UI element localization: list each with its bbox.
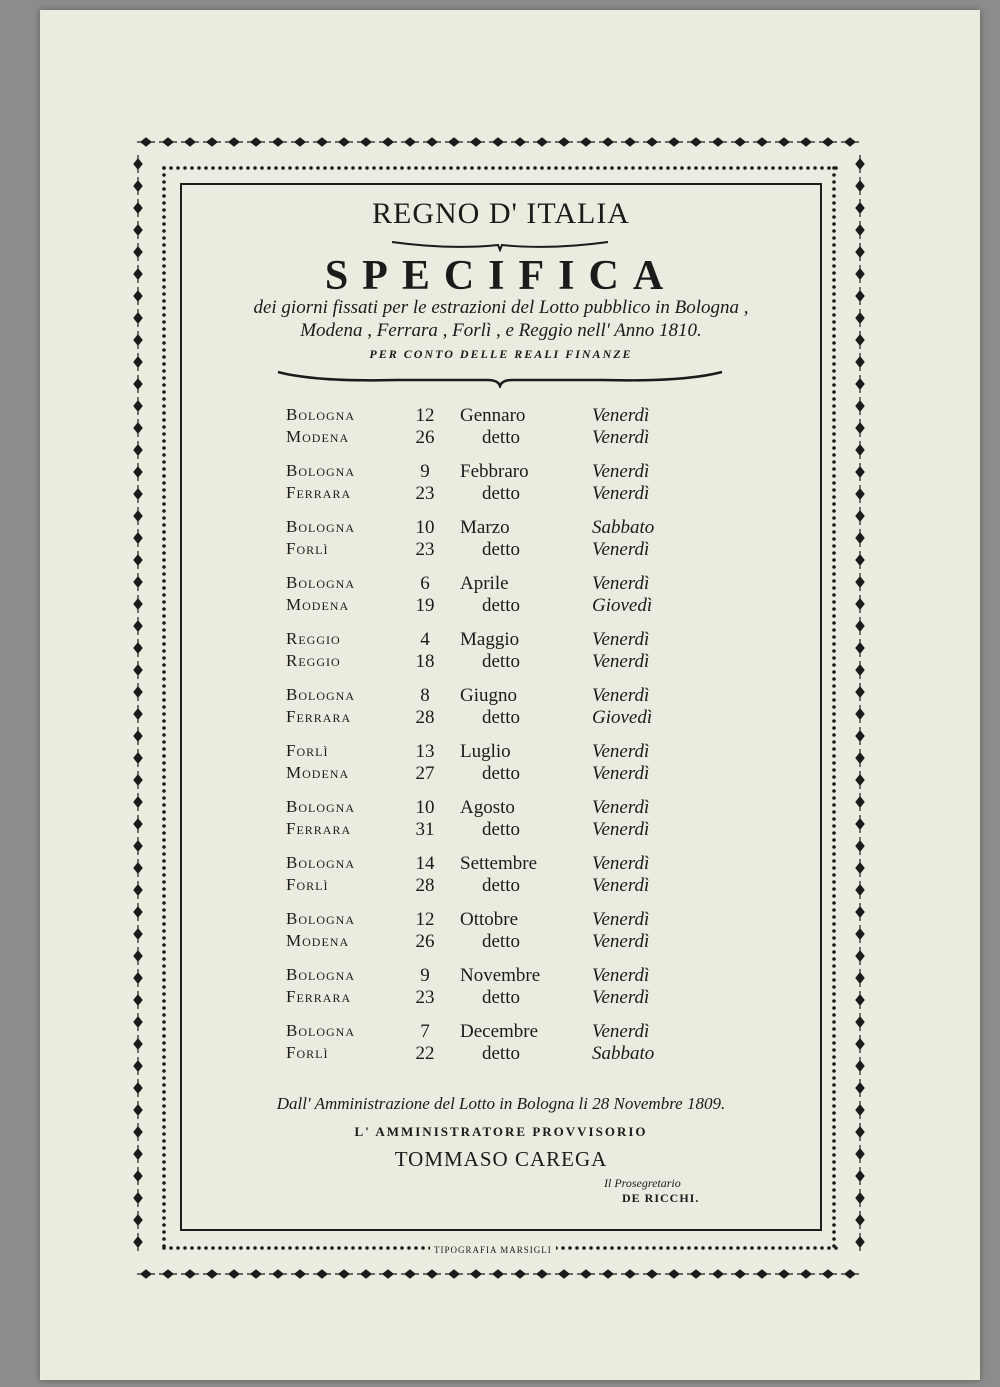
draw-day: 26	[415, 427, 435, 448]
schedule-row	[286, 595, 686, 617]
schedule-row	[286, 517, 686, 539]
draw-month: Marzo	[460, 517, 510, 538]
schedule-row	[286, 909, 686, 931]
kingdom-heading: REGNO D' ITALIA	[372, 197, 630, 230]
schedule-month-group	[286, 853, 686, 909]
schedule-row	[286, 741, 686, 763]
draw-month: detto	[482, 483, 520, 504]
draw-weekday: Venerdì	[592, 1021, 650, 1042]
schedule-row	[286, 931, 686, 953]
schedule-row	[286, 651, 686, 673]
draw-weekday: Giovedì	[592, 595, 653, 616]
draw-day: 4	[420, 629, 430, 650]
draw-weekday: Venerdì	[592, 987, 650, 1008]
schedule-month-group	[286, 629, 686, 685]
draw-month: Giugno	[460, 685, 517, 706]
draw-month: detto	[482, 707, 520, 728]
draw-day: 27	[415, 763, 435, 784]
draw-month: Maggio	[460, 629, 520, 650]
draw-weekday: Venerdì	[592, 483, 650, 504]
subtitle-line-3: PER CONTO DELLE REALI FINANZE	[369, 347, 633, 361]
heading-flourish	[390, 236, 610, 252]
draw-month: Febbraro	[460, 461, 529, 482]
draw-weekday: Sabbato	[592, 1043, 655, 1064]
schedule-row	[286, 1043, 686, 1065]
draw-month: detto	[482, 427, 520, 448]
schedule-row	[286, 1021, 686, 1043]
draw-day: 12	[415, 909, 435, 930]
draw-day: 23	[415, 539, 435, 560]
draw-day: 7	[420, 1021, 430, 1042]
schedule-month-group	[286, 965, 686, 1021]
draw-day: 31	[415, 819, 435, 840]
draw-weekday: Venerdì	[592, 461, 650, 482]
city-name: Ferrara	[286, 483, 352, 502]
draw-weekday: Venerdì	[592, 539, 650, 560]
draw-month: Ottobre	[460, 909, 519, 930]
schedule-month-group	[286, 517, 686, 573]
city-name: Bologna	[286, 965, 355, 984]
draw-weekday: Venerdì	[592, 965, 650, 986]
city-name: Reggio	[286, 629, 341, 648]
draw-month: Novembre	[460, 965, 541, 986]
draw-day: 12	[415, 405, 435, 426]
draw-day: 10	[415, 517, 435, 538]
schedule-month-group	[286, 741, 686, 797]
draw-day: 9	[420, 461, 430, 482]
city-name: Forlì	[286, 1043, 329, 1062]
secretary-title: Il Prosegretario	[604, 1176, 681, 1190]
schedule-row	[286, 853, 686, 875]
schedule-row	[286, 573, 686, 595]
city-name: Ferrara	[286, 819, 352, 838]
city-name: Forlì	[286, 539, 329, 558]
administrator-role: L' AMMINISTRATORE PROVVISORIO	[354, 1124, 648, 1139]
issue-statement: Dall' Amministrazione del Lotto in Bologna li 28 Novembre 1809.	[276, 1094, 726, 1113]
draw-month: Settembre	[460, 853, 538, 874]
schedule-row	[286, 987, 686, 1009]
draw-day: 28	[415, 707, 435, 728]
city-name: Bologna	[286, 1021, 355, 1040]
draw-weekday: Venerdì	[592, 427, 650, 448]
draw-month: Gennaro	[460, 405, 526, 426]
printer-imprint: TIPOGRAFIA MARSIGLI	[430, 1245, 556, 1255]
draw-month: detto	[482, 819, 520, 840]
draw-day: 8	[420, 685, 430, 706]
draw-day: 14	[415, 853, 435, 874]
draw-month: Aprile	[460, 573, 509, 594]
draw-month: detto	[482, 987, 520, 1008]
draw-month: Luglio	[460, 741, 511, 762]
schedule-row	[286, 483, 686, 505]
draw-weekday: Sabbato	[592, 517, 655, 538]
document-title: SPECIFICA	[324, 253, 678, 299]
draw-day: 28	[415, 875, 435, 896]
city-name: Modena	[286, 763, 350, 782]
schedule-row	[286, 461, 686, 483]
draw-weekday: Venerdì	[592, 573, 650, 594]
draw-weekday: Venerdì	[592, 931, 650, 952]
draw-month: detto	[482, 1043, 520, 1064]
draw-day: 18	[415, 651, 435, 672]
draw-day: 9	[420, 965, 430, 986]
schedule-month-group	[286, 909, 686, 965]
city-name: Modena	[286, 931, 350, 950]
lottery-schedule	[286, 405, 686, 1077]
schedule-row	[286, 965, 686, 987]
city-name: Forlì	[286, 741, 329, 760]
city-name: Bologna	[286, 853, 355, 872]
schedule-row	[286, 405, 686, 427]
schedule-row	[286, 629, 686, 651]
draw-day: 19	[415, 595, 435, 616]
draw-weekday: Venerdì	[592, 819, 650, 840]
schedule-row	[286, 685, 686, 707]
administrator-name: TOMMASO CAREGA	[394, 1147, 608, 1171]
draw-month: Agosto	[460, 797, 515, 818]
schedule-month-group	[286, 461, 686, 517]
schedule-month-group	[286, 405, 686, 461]
schedule-row	[286, 707, 686, 729]
schedule-month-group	[286, 685, 686, 741]
draw-day: 23	[415, 987, 435, 1008]
section-flourish	[276, 368, 724, 388]
draw-month: detto	[482, 595, 520, 616]
schedule-month-group	[286, 1021, 686, 1077]
draw-weekday: Giovedì	[592, 707, 653, 728]
draw-day: 23	[415, 483, 435, 504]
draw-month: detto	[482, 651, 520, 672]
draw-month: detto	[482, 875, 520, 896]
city-name: Bologna	[286, 517, 355, 536]
city-name: Ferrara	[286, 707, 352, 726]
city-name: Forlì	[286, 875, 329, 894]
city-name: Modena	[286, 427, 350, 446]
draw-day: 22	[415, 1043, 435, 1064]
city-name: Reggio	[286, 651, 341, 670]
draw-weekday: Venerdì	[592, 853, 650, 874]
draw-day: 26	[415, 931, 435, 952]
city-name: Bologna	[286, 573, 355, 592]
schedule-row	[286, 763, 686, 785]
city-name: Bologna	[286, 461, 355, 480]
subtitle-line-1: dei giorni fissati per le estrazioni del Lotto pubblico in Bologna ,	[253, 297, 749, 318]
city-name: Modena	[286, 595, 350, 614]
schedule-row	[286, 797, 686, 819]
schedule-row	[286, 539, 686, 561]
draw-day: 6	[420, 573, 430, 594]
schedule-row	[286, 875, 686, 897]
schedule-month-group	[286, 797, 686, 853]
draw-weekday: Venerdì	[592, 405, 650, 426]
city-name: Bologna	[286, 909, 355, 928]
schedule-row	[286, 427, 686, 449]
draw-month: Decembre	[460, 1021, 539, 1042]
draw-day: 13	[415, 741, 435, 762]
draw-weekday: Venerdì	[592, 741, 650, 762]
draw-weekday: Venerdì	[592, 875, 650, 896]
draw-weekday: Venerdì	[592, 909, 650, 930]
schedule-month-group	[286, 573, 686, 629]
secretary-name: DE RICCHI.	[622, 1191, 700, 1205]
city-name: Bologna	[286, 797, 355, 816]
city-name: Ferrara	[286, 987, 352, 1006]
subtitle-line-2: Modena , Ferrara , Forlì , e Reggio nell' Anno 1810.	[300, 320, 702, 341]
draw-month: detto	[482, 539, 520, 560]
draw-month: detto	[482, 763, 520, 784]
draw-day: 10	[415, 797, 435, 818]
draw-weekday: Venerdì	[592, 685, 650, 706]
draw-weekday: Venerdì	[592, 629, 650, 650]
city-name: Bologna	[286, 685, 355, 704]
draw-weekday: Venerdì	[592, 797, 650, 818]
draw-month: detto	[482, 931, 520, 952]
draw-weekday: Venerdì	[592, 651, 650, 672]
city-name: Bologna	[286, 405, 355, 424]
schedule-row	[286, 819, 686, 841]
draw-weekday: Venerdì	[592, 763, 650, 784]
